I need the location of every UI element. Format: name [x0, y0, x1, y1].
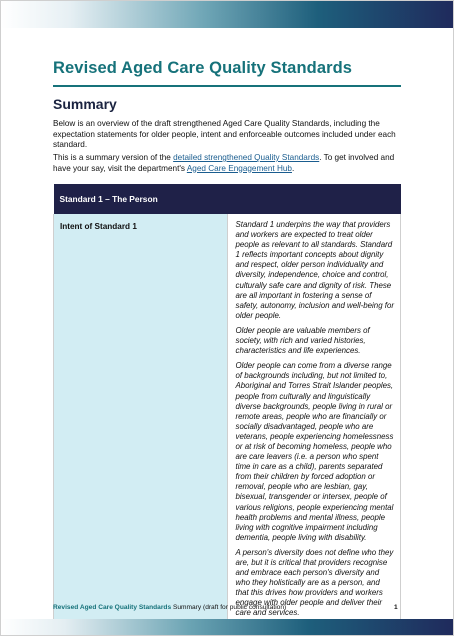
intro-paragraph: Below is an overview of the draft strengthened Aged Care Quality Standards, including the expectation statements for older people, intent and enforceable outcomes included under each standard.	[53, 119, 396, 150]
intent-paragraph: Older people are valuable members of society, with rich and varied histories, characteristics and life experiences.	[235, 325, 370, 356]
summary-heading: Summary	[53, 96, 117, 112]
standard-1-table	[53, 184, 401, 629]
title-underline	[53, 85, 401, 87]
footer-doc-suffix: Summary (draft for public consultation)	[171, 604, 287, 611]
document-title: Revised Aged Care Quality Standards	[53, 59, 353, 77]
intent-label-cell: Intent of Standard 1	[54, 214, 228, 628]
page-number: 1	[394, 604, 398, 611]
summary-paragraph	[53, 153, 403, 174]
intent-paragraph: Older people can come from a diverse range of backgrounds including, but not limited to, Aboriginal and Torres Strait Islander peoples, people from culturally and linguistically diverse backgrounds, people living in rural or remote areas, people who are financially or socially disadvantaged, people who are veterans, people experiencing homelessness or at risk of becoming homeless, people who are care leavers (i.e. a person who spent time in care as a child), parents separated from their children by forced adoption or removal, people who are lesbian, gay, bisexual, transgender or intersex, people of various religions, people experiencing mental health problems and mental illness, people living with cognitive impairment including dementia, people living with disability.	[235, 361, 394, 542]
footer-doc-name: Revised Aged Care Quality Standards	[53, 604, 172, 611]
summary-suffix-text: .	[292, 163, 295, 173]
standard-1-header: Standard 1 – The Person	[54, 184, 401, 214]
header-gradient-band	[1, 1, 453, 28]
footer-gradient-band	[1, 619, 453, 635]
detailed-standards-link[interactable]: detailed strengthened Quality Standards	[173, 153, 320, 162]
engagement-hub-link[interactable]: Aged Care Engagement Hub	[186, 163, 292, 173]
page-footer	[53, 604, 286, 611]
summary-prefix-text: This is a summary version of the	[53, 153, 174, 162]
intent-body-cell	[227, 214, 401, 628]
intent-paragraph: A person's diversity does not define who they are, but it is critical that providers recognise and embrace each person's diversity and who they holistically are as a person, and that this drives how providers and workers engage with older people and deliver their care and services.	[235, 547, 394, 618]
intent-paragraph: Standard 1 underpins the way that providers and workers are expected to treat older people as relevant to all standards. Standard 1 reflects important concepts about dignity and respect, older person individuality and diversity, independence, choice and control, culturally safe care and dignity of risk. These are all important in fostering a sense of safety, autonomy, inclusion and well-being for older people.	[235, 220, 394, 320]
summary-middle-text: . To get involved and have your say, visit the department's	[53, 153, 395, 173]
